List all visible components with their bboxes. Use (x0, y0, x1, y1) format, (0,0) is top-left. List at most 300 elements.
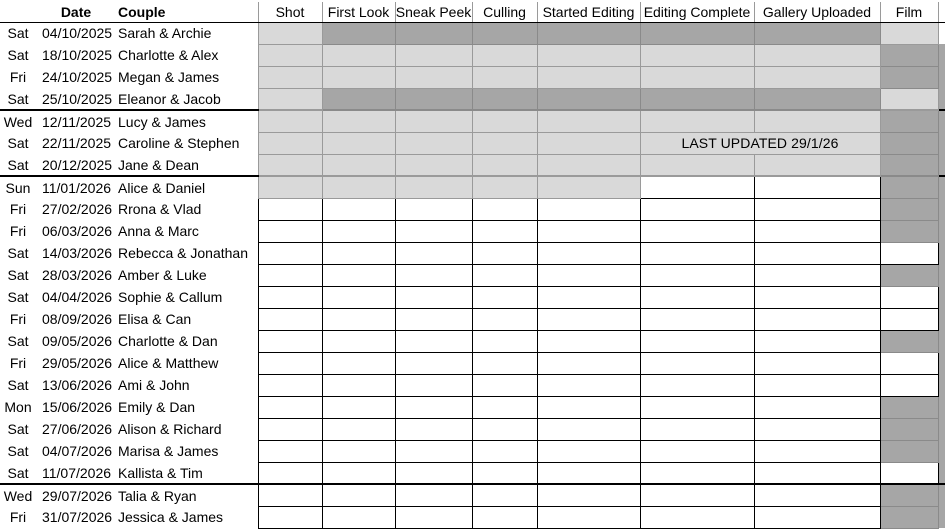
film-cell[interactable] (880, 396, 938, 418)
culling-cell[interactable] (472, 44, 537, 66)
culling-cell[interactable] (472, 198, 537, 220)
first-look-cell[interactable] (322, 132, 395, 154)
table-row (0, 484, 945, 506)
gallery-uploaded-cell[interactable] (754, 418, 880, 440)
extra-cell[interactable] (938, 66, 945, 88)
culling-cell[interactable] (472, 352, 537, 374)
sneak-peek-cell[interactable] (395, 22, 472, 44)
culling-cell[interactable] (472, 484, 537, 506)
extra-cell[interactable] (938, 264, 945, 286)
culling-cell[interactable] (472, 418, 537, 440)
extra-cell[interactable] (938, 110, 945, 132)
gallery-uploaded-cell[interactable] (754, 66, 880, 88)
film-cell[interactable] (880, 506, 938, 528)
film-cell[interactable] (880, 220, 938, 242)
sneak-peek-cell[interactable] (395, 154, 472, 176)
date-cell[interactable]: 27/02/2026 (42, 201, 113, 217)
header-gallery-uploaded[interactable]: Gallery Uploaded (754, 2, 880, 22)
started-editing-cell[interactable] (537, 418, 640, 440)
day-cell[interactable]: Sat (7, 443, 29, 459)
couple-cell[interactable]: Amber & Luke (118, 267, 207, 283)
extra-cell[interactable] (938, 88, 945, 110)
editing-complete-cell[interactable] (640, 176, 754, 198)
editing-complete-cell[interactable] (640, 506, 754, 528)
sneak-peek-cell[interactable] (395, 176, 472, 198)
shot-cell[interactable] (258, 418, 322, 440)
started-editing-cell[interactable] (537, 22, 640, 44)
started-editing-cell[interactable] (537, 176, 640, 198)
shot-cell[interactable] (258, 154, 322, 176)
first-look-cell[interactable] (322, 418, 395, 440)
day-cell[interactable]: Sat (7, 421, 29, 437)
header-shot[interactable]: Shot (258, 2, 322, 22)
shot-cell[interactable] (258, 440, 322, 462)
sneak-peek-cell[interactable] (395, 440, 472, 462)
culling-cell[interactable] (472, 462, 537, 484)
sneak-peek-cell[interactable] (395, 286, 472, 308)
sneak-peek-cell[interactable] (395, 352, 472, 374)
film-cell[interactable] (880, 88, 938, 110)
extra-cell[interactable] (938, 308, 945, 330)
date-cell[interactable]: 12/11/2025 (42, 113, 112, 130)
couple-cell[interactable]: Jane & Dean (116, 154, 258, 176)
gallery-uploaded-cell[interactable] (754, 396, 880, 418)
started-editing-cell[interactable] (537, 396, 640, 418)
first-look-cell[interactable] (322, 440, 395, 462)
shot-cell[interactable] (258, 484, 322, 506)
sneak-peek-cell[interactable] (395, 110, 472, 132)
date-cell[interactable]: 22/11/2025 (42, 135, 112, 151)
film-cell[interactable] (880, 110, 938, 132)
shot-cell[interactable] (258, 176, 322, 198)
editing-complete-cell[interactable] (640, 220, 754, 242)
film-cell[interactable] (880, 198, 938, 220)
started-editing-cell[interactable] (537, 242, 640, 264)
extra-cell[interactable] (938, 242, 945, 264)
couple-cell[interactable]: Eleanor & Jacob (116, 88, 258, 110)
film-cell[interactable] (880, 176, 938, 198)
header-date[interactable]: Date (36, 2, 116, 22)
gallery-uploaded-cell[interactable] (754, 484, 880, 506)
header-culling[interactable]: Culling (472, 2, 537, 22)
table-row (0, 396, 945, 418)
shot-cell[interactable] (258, 308, 322, 330)
header-sneak-peek[interactable]: Sneak Peek (395, 2, 472, 22)
first-look-cell[interactable] (322, 22, 395, 44)
shot-cell[interactable] (258, 88, 322, 110)
started-editing-cell[interactable] (537, 132, 640, 154)
started-editing-cell[interactable] (537, 154, 640, 176)
culling-cell[interactable] (472, 506, 537, 528)
first-look-cell[interactable] (322, 286, 395, 308)
first-look-cell[interactable] (322, 110, 395, 132)
date-cell[interactable]: 06/03/2026 (42, 223, 113, 239)
sneak-peek-cell[interactable] (395, 308, 472, 330)
extra-cell[interactable] (938, 484, 945, 506)
editing-complete-cell[interactable] (640, 308, 754, 330)
gallery-uploaded-cell[interactable] (754, 374, 880, 396)
culling-cell[interactable] (472, 220, 537, 242)
extra-cell[interactable] (938, 506, 945, 528)
culling-cell[interactable] (472, 396, 537, 418)
couple-cell[interactable]: Talia & Ryan (118, 487, 197, 504)
gallery-uploaded-cell[interactable] (754, 308, 880, 330)
editing-complete-cell[interactable] (640, 352, 754, 374)
film-cell[interactable] (880, 484, 938, 506)
editing-complete-cell[interactable] (640, 374, 754, 396)
wedding-status-table (0, 2, 945, 529)
gallery-uploaded-cell[interactable] (754, 220, 880, 242)
header-couple[interactable]: Couple (116, 2, 258, 22)
editing-complete-cell[interactable] (640, 286, 754, 308)
date-cell[interactable]: 09/05/2026 (42, 333, 113, 349)
sneak-peek-cell[interactable] (395, 462, 472, 484)
shot-cell[interactable] (258, 66, 322, 88)
film-cell[interactable] (880, 352, 938, 374)
gallery-uploaded-cell[interactable] (754, 330, 880, 352)
day-cell[interactable]: Sat (7, 267, 29, 283)
date-cell[interactable]: 04/04/2026 (42, 289, 113, 305)
first-look-cell[interactable] (322, 462, 395, 484)
sneak-peek-cell[interactable] (395, 220, 472, 242)
editing-complete-cell[interactable] (640, 330, 754, 352)
first-look-cell[interactable] (322, 88, 395, 110)
couple-cell[interactable]: Charlotte & Alex (118, 47, 219, 63)
sneak-peek-cell[interactable] (395, 418, 472, 440)
sneak-peek-cell[interactable] (395, 396, 472, 418)
extra-cell[interactable] (938, 440, 945, 462)
date-cell[interactable]: 29/07/2026 (42, 487, 113, 504)
day-cell[interactable]: Wed (3, 487, 33, 504)
gallery-uploaded-cell[interactable] (754, 242, 880, 264)
started-editing-cell[interactable] (537, 110, 640, 132)
couple-cell[interactable]: Caroline & Stephen (118, 135, 240, 151)
film-cell[interactable] (880, 22, 938, 44)
gallery-uploaded-cell[interactable] (754, 352, 880, 374)
couple-cell[interactable]: Emily & Dan (118, 399, 196, 415)
day-cell[interactable]: Fri (9, 355, 27, 371)
culling-cell[interactable] (472, 132, 537, 154)
table-row (0, 264, 945, 286)
couple-cell[interactable]: Sarah & Archie (118, 25, 212, 42)
culling-cell[interactable] (472, 264, 537, 286)
film-cell[interactable] (880, 264, 938, 286)
gallery-uploaded-cell[interactable] (754, 110, 880, 132)
started-editing-cell[interactable] (537, 308, 640, 330)
first-look-cell[interactable] (322, 242, 395, 264)
editing-complete-cell[interactable] (640, 88, 754, 110)
editing-complete-cell[interactable] (640, 22, 754, 44)
date-cell[interactable]: 14/03/2026 (42, 245, 113, 261)
first-look-cell[interactable] (322, 154, 395, 176)
couple-cell[interactable]: Elisa & Can (118, 311, 192, 327)
gallery-uploaded-cell[interactable] (754, 22, 880, 44)
table-row (0, 308, 945, 330)
editing-complete-cell[interactable] (640, 264, 754, 286)
shot-cell[interactable] (258, 374, 322, 396)
extra-cell[interactable] (938, 176, 945, 198)
table-row (0, 44, 945, 66)
film-cell[interactable] (880, 374, 938, 396)
couple-cell[interactable]: Jessica & James (118, 509, 224, 525)
shot-cell[interactable] (258, 330, 322, 352)
couple-cell[interactable]: Rrona & Vlad (118, 201, 202, 217)
started-editing-cell[interactable] (537, 198, 640, 220)
couple-cell[interactable]: Rebecca & Jonathan (118, 245, 248, 261)
day-cell[interactable]: Sat (0, 154, 36, 176)
extra-cell[interactable] (938, 418, 945, 440)
film-cell[interactable] (880, 462, 938, 484)
editing-complete-cell[interactable] (640, 110, 754, 132)
first-look-cell[interactable] (322, 506, 395, 528)
gallery-uploaded-cell[interactable] (754, 44, 880, 66)
first-look-cell[interactable] (322, 44, 395, 66)
first-look-cell[interactable] (322, 374, 395, 396)
editing-complete-cell[interactable] (640, 242, 754, 264)
culling-cell[interactable] (472, 66, 537, 88)
day-cell[interactable]: Sat (7, 47, 29, 63)
extra-cell[interactable] (938, 286, 945, 308)
gallery-uploaded-cell[interactable] (754, 264, 880, 286)
header-film[interactable]: Film (880, 2, 938, 22)
gallery-uploaded-cell[interactable] (754, 462, 880, 484)
started-editing-cell[interactable] (537, 330, 640, 352)
date-cell[interactable]: 08/09/2026 (42, 311, 113, 327)
shot-cell[interactable] (258, 506, 322, 528)
sneak-peek-cell[interactable] (395, 198, 472, 220)
film-cell[interactable] (880, 440, 938, 462)
date-cell[interactable]: 04/10/2025 (42, 25, 113, 42)
film-cell[interactable] (880, 418, 938, 440)
first-look-cell[interactable] (322, 220, 395, 242)
film-cell[interactable] (880, 286, 938, 308)
editing-complete-cell[interactable] (640, 440, 754, 462)
day-cell[interactable]: Fri (9, 223, 27, 239)
editing-complete-cell[interactable] (640, 484, 754, 506)
header-started-editing[interactable]: Started Editing (537, 2, 640, 22)
started-editing-cell[interactable] (537, 44, 640, 66)
extra-cell[interactable] (938, 132, 945, 154)
table-row (0, 88, 945, 110)
extra-cell[interactable] (938, 374, 945, 396)
header-editing-complete[interactable]: Editing Complete (640, 2, 754, 22)
editing-complete-cell[interactable] (640, 66, 754, 88)
shot-cell[interactable] (258, 462, 322, 484)
date-cell[interactable]: 11/07/2026 (36, 462, 116, 484)
shot-cell[interactable] (258, 198, 322, 220)
extra-cell[interactable] (938, 330, 945, 352)
shot-cell[interactable] (258, 110, 322, 132)
shot-cell[interactable] (258, 264, 322, 286)
first-look-cell[interactable] (322, 176, 395, 198)
started-editing-cell[interactable] (537, 264, 640, 286)
couple-cell[interactable]: Megan & James (118, 69, 220, 85)
couple-cell[interactable]: Alison & Richard (118, 421, 222, 437)
couple-cell[interactable]: Ami & John (118, 377, 190, 393)
extra-cell[interactable] (938, 462, 945, 484)
table-row (0, 154, 945, 176)
last-updated-note[interactable]: LAST UPDATED 29/1/26 (640, 132, 880, 154)
header-day[interactable] (0, 2, 36, 22)
editing-complete-cell[interactable] (640, 154, 754, 176)
started-editing-cell[interactable] (537, 88, 640, 110)
date-cell[interactable]: 11/01/2026 (42, 179, 112, 196)
first-look-cell[interactable] (322, 396, 395, 418)
day-cell[interactable]: Fri (9, 509, 27, 525)
table-row (0, 242, 945, 264)
extra-cell[interactable] (938, 352, 945, 374)
sneak-peek-cell[interactable] (395, 44, 472, 66)
sneak-peek-cell[interactable] (395, 506, 472, 528)
date-cell[interactable]: 28/03/2026 (42, 267, 113, 283)
sneak-peek-cell[interactable] (395, 330, 472, 352)
day-cell[interactable]: Sat (7, 245, 29, 261)
couple-cell[interactable]: Alice & Daniel (118, 179, 206, 196)
culling-cell[interactable] (472, 88, 537, 110)
date-cell[interactable]: 25/10/2025 (36, 88, 116, 110)
header-row (0, 2, 945, 22)
first-look-cell[interactable] (322, 330, 395, 352)
sneak-peek-cell[interactable] (395, 374, 472, 396)
extra-cell[interactable] (938, 22, 945, 44)
gallery-uploaded-cell[interactable] (754, 506, 880, 528)
editing-complete-cell[interactable] (640, 396, 754, 418)
date-cell[interactable]: 13/06/2026 (42, 377, 113, 393)
started-editing-cell[interactable] (537, 374, 640, 396)
table-row (0, 330, 945, 352)
day-cell[interactable]: Fri (9, 311, 27, 327)
started-editing-cell[interactable] (537, 440, 640, 462)
day-cell[interactable]: Sat (7, 135, 29, 151)
started-editing-cell[interactable] (537, 484, 640, 506)
film-cell[interactable] (880, 154, 938, 176)
culling-cell[interactable] (472, 110, 537, 132)
date-cell[interactable]: 04/07/2026 (42, 443, 113, 459)
culling-cell[interactable] (472, 154, 537, 176)
editing-complete-cell[interactable] (640, 44, 754, 66)
gallery-uploaded-cell[interactable] (754, 440, 880, 462)
culling-cell[interactable] (472, 330, 537, 352)
header-extra[interactable] (938, 2, 945, 22)
day-cell[interactable]: Wed (3, 113, 33, 130)
editing-complete-cell[interactable] (640, 418, 754, 440)
first-look-cell[interactable] (322, 484, 395, 506)
table-row (0, 110, 945, 132)
couple-cell[interactable]: Charlotte & Dan (118, 333, 218, 349)
day-cell[interactable]: Mon (4, 399, 32, 415)
culling-cell[interactable] (472, 374, 537, 396)
sneak-peek-cell[interactable] (395, 264, 472, 286)
day-cell[interactable]: Fri (9, 201, 27, 217)
culling-cell[interactable] (472, 22, 537, 44)
first-look-cell[interactable] (322, 66, 395, 88)
table-row (0, 352, 945, 374)
shot-cell[interactable] (258, 44, 322, 66)
day-cell[interactable]: Sat (7, 289, 29, 305)
day-cell[interactable]: Sat (0, 88, 36, 110)
couple-cell[interactable]: Sophie & Callum (118, 289, 223, 305)
date-cell[interactable]: 27/06/2026 (42, 421, 113, 437)
shot-cell[interactable] (258, 220, 322, 242)
gallery-uploaded-cell[interactable] (754, 286, 880, 308)
couple-cell[interactable]: Marisa & James (118, 443, 219, 459)
culling-cell[interactable] (472, 440, 537, 462)
started-editing-cell[interactable] (537, 286, 640, 308)
extra-cell[interactable] (938, 220, 945, 242)
first-look-cell[interactable] (322, 264, 395, 286)
started-editing-cell[interactable] (537, 352, 640, 374)
day-cell[interactable]: Sat (0, 462, 36, 484)
started-editing-cell[interactable] (537, 220, 640, 242)
started-editing-cell[interactable] (537, 66, 640, 88)
date-cell[interactable]: 24/10/2025 (42, 69, 113, 85)
sneak-peek-cell[interactable] (395, 132, 472, 154)
shot-cell[interactable] (258, 242, 322, 264)
gallery-uploaded-cell[interactable] (754, 198, 880, 220)
date-cell[interactable]: 29/05/2026 (42, 355, 113, 371)
shot-cell[interactable] (258, 396, 322, 418)
day-cell[interactable]: Sat (7, 333, 29, 349)
couple-cell[interactable]: Kallista & Tim (116, 462, 258, 484)
date-cell[interactable]: 31/07/2026 (42, 509, 113, 525)
shot-cell[interactable] (258, 352, 322, 374)
editing-complete-cell[interactable] (640, 198, 754, 220)
film-cell[interactable] (880, 132, 938, 154)
shot-cell[interactable] (258, 132, 322, 154)
gallery-uploaded-cell[interactable] (754, 154, 880, 176)
couple-cell[interactable]: Anna & Marc (118, 223, 199, 239)
extra-cell[interactable] (938, 44, 945, 66)
sneak-peek-cell[interactable] (395, 66, 472, 88)
first-look-cell[interactable] (322, 198, 395, 220)
day-cell[interactable]: Sat (7, 377, 29, 393)
date-cell[interactable]: 20/12/2025 (36, 154, 116, 176)
film-cell[interactable] (880, 44, 938, 66)
day-cell[interactable]: Fri (9, 69, 27, 85)
day-cell[interactable]: Sun (5, 179, 31, 196)
header-first-look[interactable]: First Look (322, 2, 395, 22)
gallery-uploaded-cell[interactable] (754, 88, 880, 110)
couple-cell[interactable]: Lucy & James (118, 113, 206, 130)
culling-cell[interactable] (472, 176, 537, 198)
culling-cell[interactable] (472, 286, 537, 308)
started-editing-cell[interactable] (537, 506, 640, 528)
sneak-peek-cell[interactable] (395, 484, 472, 506)
film-cell[interactable] (880, 330, 938, 352)
first-look-cell[interactable] (322, 308, 395, 330)
gallery-uploaded-cell[interactable] (754, 176, 880, 198)
sneak-peek-cell[interactable] (395, 88, 472, 110)
shot-cell[interactable] (258, 22, 322, 44)
editing-complete-cell[interactable] (640, 462, 754, 484)
film-cell[interactable] (880, 308, 938, 330)
culling-cell[interactable] (472, 308, 537, 330)
extra-cell[interactable] (938, 396, 945, 418)
shot-cell[interactable] (258, 286, 322, 308)
couple-cell[interactable]: Alice & Matthew (118, 355, 219, 371)
film-cell[interactable] (880, 66, 938, 88)
film-cell[interactable] (880, 242, 938, 264)
started-editing-cell[interactable] (537, 462, 640, 484)
culling-cell[interactable] (472, 242, 537, 264)
first-look-cell[interactable] (322, 352, 395, 374)
extra-cell[interactable] (938, 198, 945, 220)
day-cell[interactable]: Sat (7, 25, 29, 42)
date-cell[interactable]: 15/06/2026 (42, 399, 113, 415)
date-cell[interactable]: 18/10/2025 (42, 47, 113, 63)
extra-cell[interactable] (938, 154, 945, 176)
sneak-peek-cell[interactable] (395, 242, 472, 264)
